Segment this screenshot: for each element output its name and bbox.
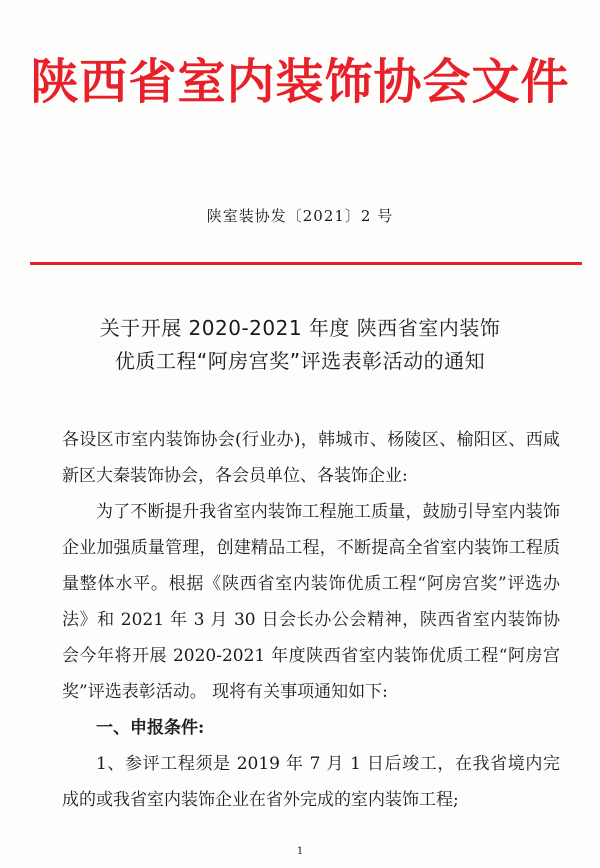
red-divider-rule [30, 262, 582, 265]
notice-title-line-2: 优质工程“阿房宫奖”评选表彰活动的通知 [114, 349, 486, 373]
intro-paragraph: 为了不断提升我省室内装饰工程施工质量，鼓励引导室内装饰企业加强质量管理，创建精品工程，不断提高全省室内装饰工程质量整体水平。根据《陕西省室内装饰优质工程“阿房宫奖”评选办法》和 2021 年 3 月 30 日会长办公会精神，陕西省室内装饰协会今年将开展 2020-2021 年度陕西省室内装饰优质工程“阿房宫奖”评选表彰活动。 现将有关事项通知如下: [62, 502, 560, 702]
salutation-paragraph: 各设区市室内装饰协会(行业办)，韩城市、杨陵区、榆阳区、西咸新区大秦装饰协会，各会员单位、各装饰企业: [62, 430, 560, 486]
section-heading-application-conditions: 一、申报条件: [96, 718, 205, 738]
page-number: 1 [296, 846, 304, 857]
document-header-title: 陕西省室内装饰协会文件 [30, 54, 570, 110]
document-number: 陕室装协发〔2021〕2 号 [206, 207, 394, 225]
notice-body [62, 422, 560, 818]
notice-title-line-1: 关于开展 2020-2021 年度 陕西省室内装饰 [99, 316, 501, 340]
notice-title [0, 312, 600, 378]
condition-item-1: 1、参评工程须是 2019 年 7 月 1 日后竣工，在我省境内完成的或我省室内装饰企业在省外完成的室内装饰工程; [62, 754, 560, 810]
